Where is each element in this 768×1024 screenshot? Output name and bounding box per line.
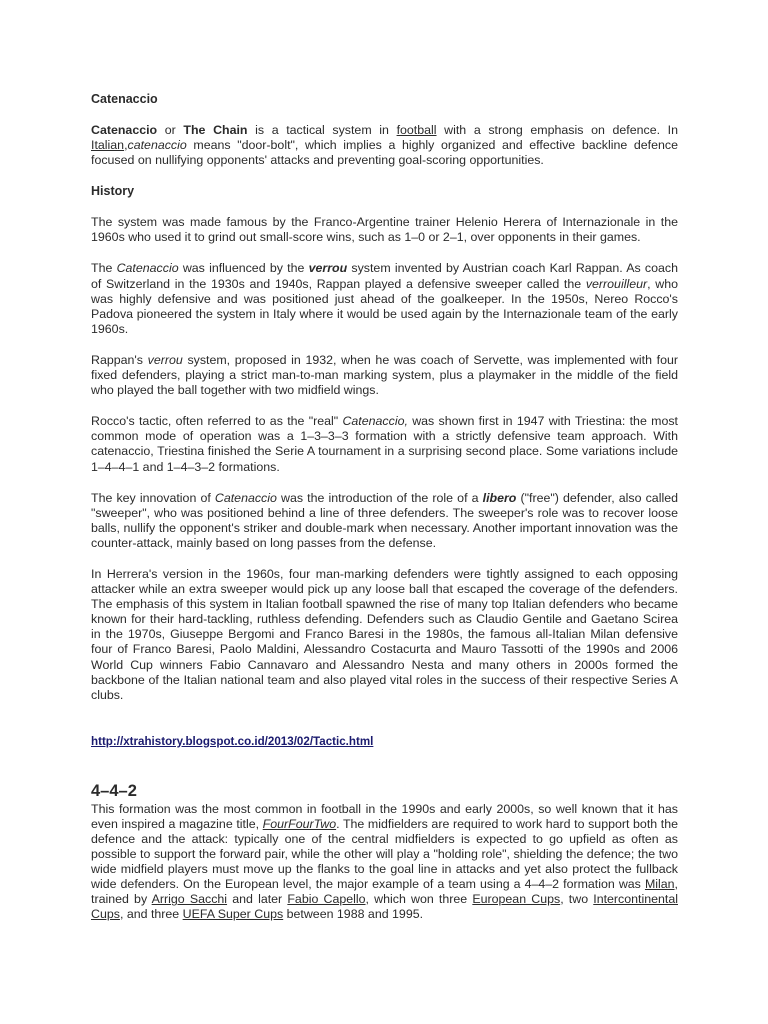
link-football[interactable]: football: [396, 123, 437, 137]
history-paragraph-5: The key innovation of Catenaccio was the introduction of the role of a libero ("free") defender, also called "sweeper", who was positioned behind a line of three defenders. The sweeper's role was to recover loose balls, nullify the opponent's striker and double-mark when necessary. Another important innovation was the counter-attack, mainly based on long passes from the defense.: [91, 490, 678, 550]
history-paragraph-2: The Catenaccio was influenced by the verrou system invented by Austrian coach Karl Rappan. As coach of Switzerland in the 1930s and 1940s, Rappan played a defensive sweeper called the verrouilleur, who was highly defensive and was positioned just ahead of the goalkeeper. In the 1950s, Nereo Rocco's Padova pioneered the system in Italy where it would be used again by the Internazionale team of the early 1960s.: [91, 261, 678, 336]
history-paragraph-1: The system was made famous by the Franco-Argentine trainer Helenio Herera of Internazionale in the 1960s who used it to grind out small-score wins, such as 1–0 or 2–1, over opponents in their games.: [91, 215, 678, 245]
document-content: [91, 92, 678, 923]
section-442-paragraph: This formation was the most common in football in the 1990s and early 2000s, so well known that it has even inspired a magazine title, FourFourTwo. The midfielders are required to work hard to support both the defence and the attack: typically one of the central midfielders is expected to go upfield as often as possible to support the forward pair, while the other will play a "holding role", shielding the defence; the two wide midfield players must move up the flanks to the goal line in attacks and yet also protect the fullback wide defenders. On the European level, the major example of a team using a 4–4–2 formation was Milan, trained by Arrigo Sacchi and later Fabio Capello, which won three European Cups, two Intercontinental Cups, and three UEFA Super Cups between 1988 and 1995.: [91, 801, 678, 922]
link-fabio-capello[interactable]: Fabio Capello: [287, 892, 366, 907]
term-bold: Catenaccio: [91, 123, 158, 137]
link-intercontinental-cups[interactable]: Intercontinental Cups: [91, 892, 678, 922]
section-heading-442: 4–4–2: [91, 781, 137, 800]
source-url-link[interactable]: http://xtrahistory.blogspot.co.id/2013/02/Tactic.html: [91, 734, 374, 748]
link-fourfourtwo[interactable]: FourFourTwo: [262, 816, 337, 831]
link-arrigo-sacchi[interactable]: Arrigo Sacchi: [151, 892, 228, 907]
history-paragraph-3: Rappan's verrou system, proposed in 1932, when he was coach of Servette, was implemented with four fixed defenders, playing a strict man-to-man marking system, plus a playmaker in the middle of the field who played the ball together with two midfield wings.: [91, 352, 678, 398]
intro-paragraph: Catenaccio or The Chain is a tactical system in football with a strong emphasis on defence. In Italian,catenaccio means "door-bolt", which implies a highly organized and effective backline defence focused on nullifying opponents' attacks and preventing goal-scoring opportunities.: [91, 123, 678, 168]
link-milan[interactable]: Milan: [644, 877, 675, 892]
history-paragraph-6: In Herrera's version in the 1960s, four man-marking defenders were tightly assigned to each opposing attacker while an extra sweeper would pick up any loose ball that escaped the coverage of the defenders. The emphasis of this system in Italian football spawned the rise of many top Italian defenders who became known for their hard-tackling, ruthless defending. Defenders such as Claudio Gentile and Gaetano Scirea in the 1970s, Giuseppe Bergomi and Franco Baresi in the 1980s, the famous all-Italian Milan defensive four of Franco Baresi, Paolo Maldini, Alessandro Costacurta and Mauro Tassotti of the 1990s and 2006 World Cup winners Fabio Cannavaro and Alessandro Nesta and many others in 2000s formed the backbone of the Italian national team and also played vital roles in the success of their respective Series A clubs.: [91, 566, 678, 702]
history-paragraph-4: Rocco's tactic, often referred to as the "real" Catenaccio, was shown first in 1947 with Triestina: the most common mode of operation was a 1–3–3–3 formation with a strictly defensive team approach. With catenaccio, Triestina finished the Serie A tournament in a surprising second place. Some variations include 1–4–4–1 and 1–4–3–2 formations.: [91, 414, 678, 474]
link-european-cups[interactable]: European Cups: [472, 892, 561, 907]
source-link-line: [91, 733, 678, 749]
history-heading: History: [91, 184, 135, 199]
link-uefa-super-cups[interactable]: UEFA Super Cups: [182, 907, 284, 922]
link-italian[interactable]: Italian: [91, 138, 125, 153]
page-title: Catenaccio: [91, 92, 158, 106]
alt-term-bold: The Chain: [183, 123, 248, 137]
